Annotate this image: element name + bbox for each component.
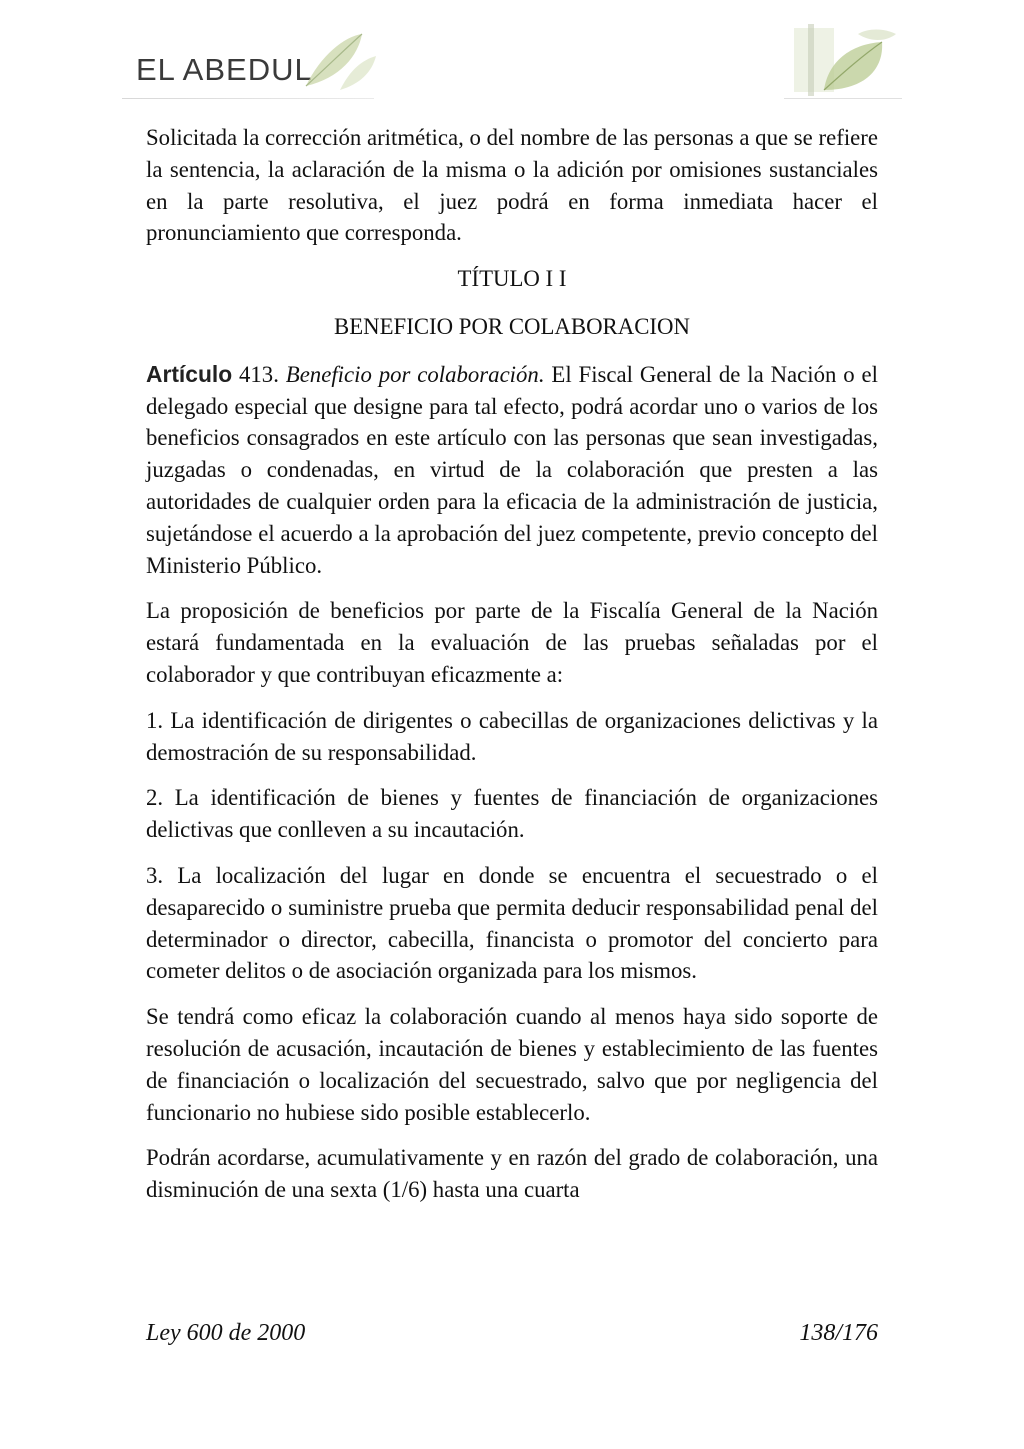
- footer-page-number: 138/176: [799, 1320, 878, 1346]
- article-text: El Fiscal General de la Nación o el delegado especial que designe para tal efecto, podrá acordar uno o varios de los beneficios consagrados en este artículo con las personas que sean investigadas, juzgadas o condenadas, en virtud de la colaboración que presten a las autoridades de cualquier orden para la eficacia de la administración de justicia, sujetándose el acuerdo a la aprobación del juez competente, previo concepto del Ministerio Público.: [146, 361, 878, 578]
- section-subtitle: BENEFICIO POR COLABORACION: [334, 313, 690, 339]
- paragraph-intro: Solicitada la corrección aritmética, o del nombre de las personas a que se refiere la sentencia, la aclaración de la misma o la adición por omisiones sustanciales en la parte resolutiva, el juez podrá en forma inmediata hacer el pronunciamiento que corresponda.: [146, 125, 878, 246]
- header-rule-right: [784, 98, 902, 99]
- footer-law: Ley 600 de 2000: [146, 1320, 306, 1346]
- article-label: Artículo: [146, 360, 233, 387]
- list-item-3: 3. La localización del lugar en donde se encuentra el secuestrado o el desaparecido o suministre prueba que permita deducir responsabilidad penal del determinador o director, cabecilla, financista o promotor del concierto para cometer delitos o de asociación organizada para los mismos.: [146, 862, 878, 984]
- paragraph-proposal: La proposición de beneficios por parte de la Fiscalía General de la Nación estará fundamentada en la evaluación de las pruebas señaladas por el colaborador y que contribuyan eficazmente a:: [146, 598, 878, 687]
- paragraph-efficacy: Se tendrá como eficaz la colaboración cuando al menos haya sido soporte de resolución de acusación, incautación de bienes y establecimiento de las fuentes de financiación o localización del secuestrado, salvo que por negligencia del funcionario no hubiese sido posible establecerlo.: [146, 1004, 878, 1125]
- article-heading: Beneficio por colaboración.: [285, 361, 545, 387]
- logo-text: EL ABEDUL: [136, 52, 313, 87]
- header-rule-left: [122, 98, 374, 99]
- document-body: [146, 122, 878, 1220]
- list-item-2: 2. La identificación de bienes y fuentes de financiación de organizaciones delictivas que conlleven a su incautación.: [146, 785, 878, 843]
- article-number: 413.: [232, 361, 286, 387]
- article-paragraph: [146, 359, 878, 582]
- birch-leaf-icon: [300, 26, 380, 96]
- header-logo: [120, 22, 380, 102]
- tree-illustration-icon: [788, 24, 900, 96]
- list-item-1: 1. La identificación de dirigentes o cabecillas de organizaciones delictivas y la demostración de su responsabilidad.: [146, 707, 878, 765]
- paragraph-accumulation: Podrán acordarse, acumulativamente y en razón del grado de colaboración, una disminución de una sexta (1/6) hasta una cuarta: [146, 1145, 878, 1203]
- section-title: TÍTULO I I: [457, 266, 567, 292]
